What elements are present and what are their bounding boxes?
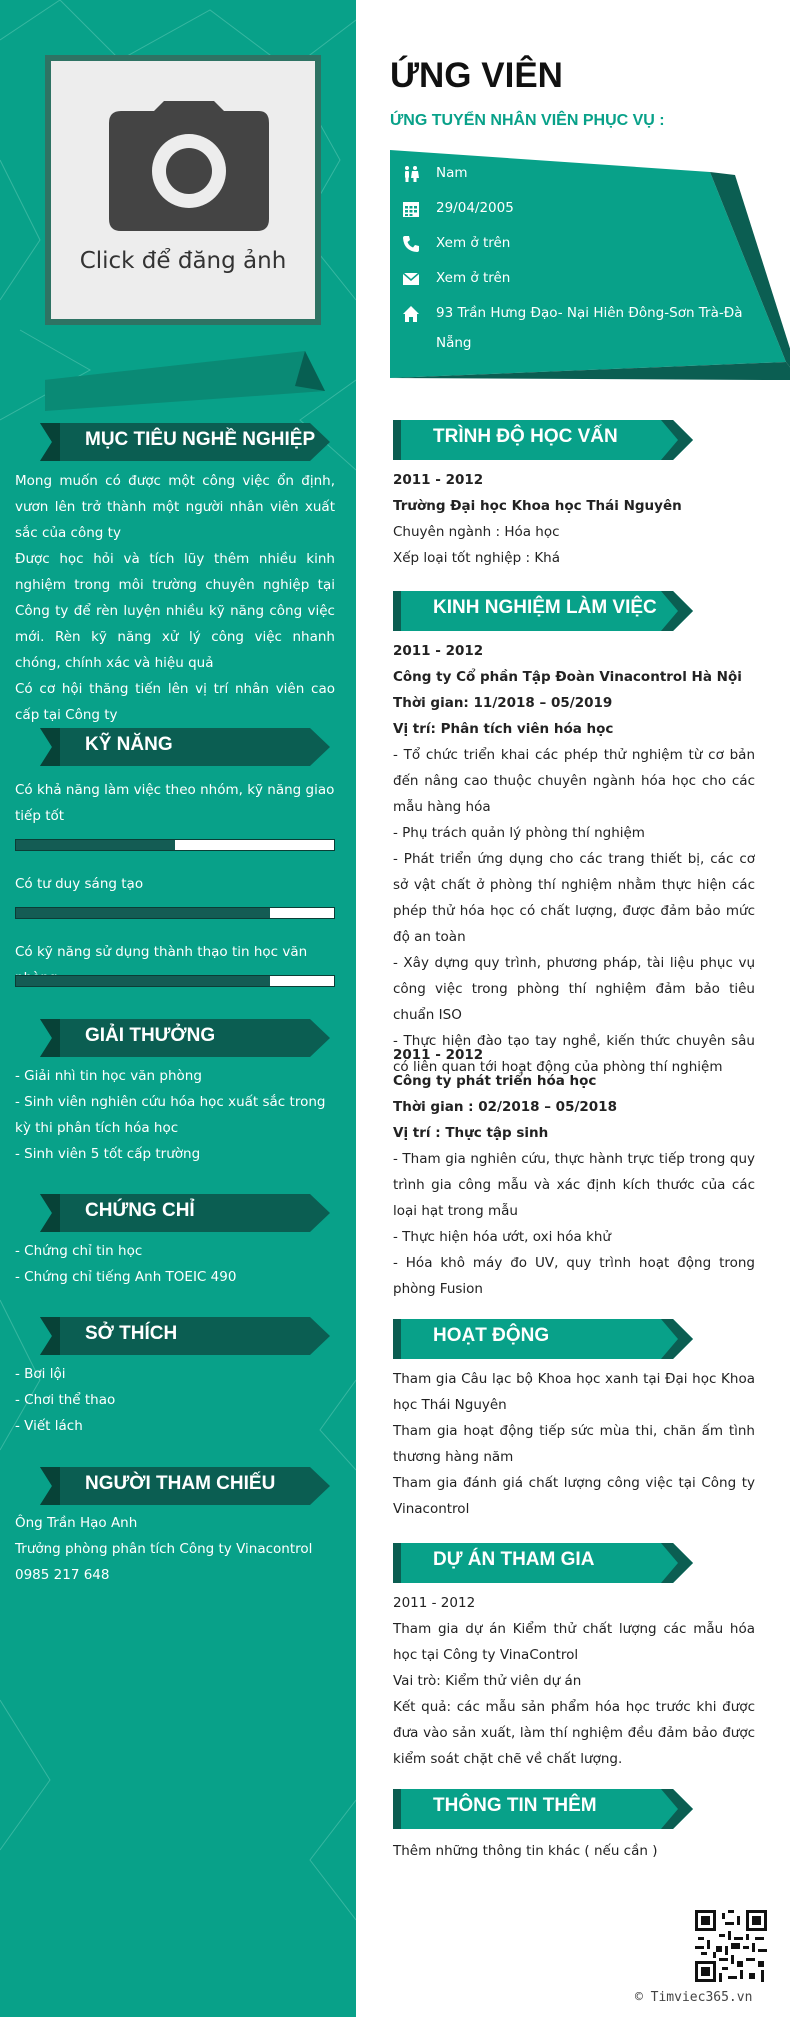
section-title-text: CHỨNG CHỈ bbox=[85, 1200, 195, 1221]
section-experience-title bbox=[393, 591, 703, 631]
activities-list bbox=[393, 1366, 755, 1522]
skill-label: Có kỹ năng sử dụng thành thạo tin học văn bbox=[15, 944, 308, 960]
extra-text: Thêm những thông tin khác ( nếu cần ) bbox=[393, 1843, 658, 1859]
project-line: Tham gia dự án Kiểm thử chất lượng các mẫu hóa học tại Công ty VinaControl bbox=[393, 1621, 755, 1663]
job-duty: - Thực hiện hóa ướt, oxi hóa khử bbox=[393, 1229, 611, 1245]
copyright: © Timviec365.vn bbox=[635, 1990, 753, 2005]
project-role: Vai trò: Kiểm thử viên dự án bbox=[393, 1673, 582, 1689]
objective-line: Được học hỏi và tích lũy thêm nhiều kinh nghiệm trong môi trường chuyên nghiệp tại Công ty để rèn luyện nhiều kỹ năng công việc mới. Rèn kỹ năng xử lý công việc nhanh chóng, chính xác và hiệu quả bbox=[15, 551, 335, 671]
section-title-text: HOẠT ĐỘNG bbox=[433, 1325, 550, 1346]
job-position: Vị trí: Phân tích viên hóa học bbox=[393, 721, 614, 737]
skill-bar bbox=[15, 975, 335, 987]
photo-upload[interactable] bbox=[45, 55, 321, 325]
project-period: 2011 - 2012 bbox=[393, 1595, 476, 1611]
skill-label: Có tư duy sáng tạo bbox=[15, 876, 144, 892]
award-item: - Sinh viên 5 tốt cấp trường bbox=[15, 1146, 201, 1162]
job-duty: - Tổ chức triển khai các phép thử nghiệm từ cơ bản đến nâng cao thuộc chuyên ngành hóa học cho các mẫu hàng hóa bbox=[393, 747, 755, 815]
job-time: Thời gian : 02/2018 – 05/2018 bbox=[393, 1099, 617, 1115]
info-address: 93 Trần Hưng Đạo- Nại Hiên Đông-Sơn Trà-Đà bbox=[436, 305, 743, 321]
phone-icon bbox=[402, 235, 420, 253]
info-birthday: 29/04/2005 bbox=[436, 200, 514, 216]
skill-bar-fill bbox=[16, 976, 270, 986]
section-title-text: SỞ THÍCH bbox=[85, 1323, 178, 1344]
section-hobbies-title bbox=[40, 1317, 330, 1355]
education-details bbox=[393, 467, 755, 571]
job-duty: - Tham gia nghiên cứu, thực hành trực tiếp trong quy trình gia công mẫu và xác định kích thước của các loại hạt trong mẫu bbox=[393, 1151, 755, 1219]
gender-icon bbox=[402, 165, 420, 183]
experience-job bbox=[393, 638, 755, 1080]
section-skills-title bbox=[40, 728, 330, 766]
job-period: 2011 - 2012 bbox=[393, 1047, 484, 1063]
section-objective-title bbox=[40, 423, 330, 461]
section-awards-title bbox=[40, 1019, 330, 1057]
activity-item: Tham gia đánh giá chất lượng công việc tại Công ty Vinacontrol bbox=[393, 1475, 755, 1517]
section-education-title bbox=[393, 420, 703, 460]
camera-icon bbox=[109, 101, 269, 231]
project-result: Kết quả: các mẫu sản phẩm hóa học trước khi được đưa vào sản xuất, làm thí nghiệm đều đảm bảo được kiểm soát chặt chẽ về chất lượng. bbox=[393, 1699, 755, 1767]
reference-details bbox=[15, 1510, 335, 1588]
section-title-text: NGƯỜI THAM CHIẾU bbox=[85, 1473, 276, 1494]
education-major: Chuyên ngành : Hóa học bbox=[393, 524, 560, 540]
section-ribbon bbox=[40, 728, 330, 766]
skill-bar-fill bbox=[16, 840, 175, 850]
reference-position: Trưởng phòng phân tích Công ty Vinacontrol bbox=[15, 1541, 313, 1557]
award-item: - Giải nhì tin học văn phòng bbox=[15, 1068, 202, 1084]
objective-text bbox=[15, 468, 335, 728]
photo-cta[interactable]: Click để đăng ảnh bbox=[79, 248, 287, 274]
education-grade: Xếp loại tốt nghiệp : Khá bbox=[393, 550, 560, 566]
objective-line: Mong muốn có được một công việc ổn định, vươn lên trở thành một người nhân viên xuất sắc của công ty bbox=[15, 473, 335, 541]
section-title-text: KỸ NĂNG bbox=[85, 734, 173, 755]
projects-details bbox=[393, 1590, 755, 1772]
info-phone: Xem ở trên bbox=[436, 235, 511, 251]
job-duty: - Phát triển ứng dụng cho các trang thiết bị, các cơ sở vật chất ở phòng thí nghiệm nhằm thực hiện các phép thử hóa học có chất lượng, được đảm bảo mức độ an toàn bbox=[393, 851, 755, 945]
job-company: Công ty Cổ phần Tập Đoàn Vinacontrol Hà Nội bbox=[393, 669, 742, 685]
hobby-item: - Viết lách bbox=[15, 1418, 83, 1434]
photo-ribbon bbox=[45, 351, 325, 411]
home-icon bbox=[402, 305, 420, 323]
certificates-list bbox=[15, 1238, 335, 1290]
education-school: Trường Đại học Khoa học Thái Nguyên bbox=[393, 498, 682, 514]
skill-bar bbox=[15, 839, 335, 851]
activity-item: Tham gia hoạt động tiếp sức mùa thi, chăn ấm tình thương hàng năm bbox=[393, 1423, 755, 1465]
job-duty: - Xây dựng quy trình, phương pháp, tài liệu phục vụ công việc trong phòng thí nghiệm đảm bảo tiêu chuẩn ISO bbox=[393, 955, 755, 1023]
reference-name: Ông Trần Hạo Anh bbox=[15, 1515, 138, 1531]
info-gender: Nam bbox=[436, 165, 468, 181]
hobby-item: - Bơi lội bbox=[15, 1366, 66, 1382]
skill-label: Có khả năng làm việc theo nhóm, kỹ năng giao tiếp tốt bbox=[15, 782, 335, 824]
hobby-item: - Chơi thể thao bbox=[15, 1392, 116, 1408]
award-item: - Sinh viên nghiên cứu hóa học xuất sắc trong kỳ thi phân tích hóa học bbox=[15, 1094, 326, 1136]
info-address-cont: Nẵng bbox=[436, 335, 472, 351]
section-title-text: MỤC TIÊU NGHỀ NGHIỆP bbox=[85, 429, 316, 450]
qr-code-icon bbox=[695, 1910, 767, 1982]
section-title-text: KINH NGHIỆM LÀM VIỆC bbox=[433, 597, 657, 618]
section-projects-title bbox=[393, 1543, 703, 1583]
calendar-icon bbox=[402, 200, 420, 218]
section-ribbon bbox=[40, 1317, 330, 1355]
objective-line: Có cơ hội thăng tiến lên vị trí nhân viên cao cấp tại Công ty bbox=[15, 681, 335, 723]
right-column bbox=[356, 0, 800, 2017]
certificate-item: - Chứng chỉ tin học bbox=[15, 1243, 143, 1259]
job-company: Công ty phát triển hóa học bbox=[393, 1073, 597, 1089]
reference-phone: 0985 217 648 bbox=[15, 1567, 110, 1583]
section-title-text: DỰ ÁN THAM GIA bbox=[433, 1549, 595, 1570]
section-reference-title bbox=[40, 1467, 330, 1505]
awards-list bbox=[15, 1063, 335, 1167]
info-email: Xem ở trên bbox=[436, 270, 511, 286]
job-position: Vị trí : Thực tập sinh bbox=[393, 1125, 549, 1141]
job-duty: - Hóa khô máy đo UV, quy trình hoạt động trong phòng Fusion bbox=[393, 1255, 755, 1297]
job-time: Thời gian: 11/2018 – 05/2019 bbox=[393, 695, 613, 711]
education-period: 2011 - 2012 bbox=[393, 472, 484, 488]
email-icon bbox=[402, 270, 420, 288]
section-title-text: TRÌNH ĐỘ HỌC VẤN bbox=[433, 426, 618, 447]
certificate-item: - Chứng chỉ tiếng Anh TOEIC 490 bbox=[15, 1269, 237, 1285]
job-period: 2011 - 2012 bbox=[393, 643, 484, 659]
activity-item: Tham gia Câu lạc bộ Khoa học xanh tại Đại học Khoa học Thái Nguyên bbox=[393, 1371, 755, 1413]
skill-bar bbox=[15, 907, 335, 919]
section-title-text: THÔNG TIN THÊM bbox=[433, 1795, 597, 1816]
section-title-text: GIẢI THƯỞNG bbox=[85, 1025, 216, 1046]
section-certificates-title bbox=[40, 1194, 330, 1232]
personal-info-box bbox=[390, 150, 790, 380]
page-subtitle: ỨNG TUYỂN NHÂN VIÊN PHỤC VỤ : bbox=[390, 112, 665, 129]
page-title: ỨNG VIÊN bbox=[390, 56, 563, 95]
section-activities-title bbox=[393, 1319, 703, 1359]
section-extra-title bbox=[393, 1789, 703, 1829]
job-duty: - Phụ trách quản lý phòng thí nghiệm bbox=[393, 825, 645, 841]
experience-job bbox=[393, 1042, 755, 1302]
skill-bar-fill bbox=[16, 908, 270, 918]
hobbies-list bbox=[15, 1361, 335, 1439]
job-duty: - Thực hiện đào tạo tay nghề, kiến thức chuyên sâu có liên quan tới hoạt động của phòng thí nghiệm bbox=[393, 1033, 755, 1075]
photo-placeholder[interactable] bbox=[51, 61, 315, 319]
left-column bbox=[0, 0, 356, 2017]
